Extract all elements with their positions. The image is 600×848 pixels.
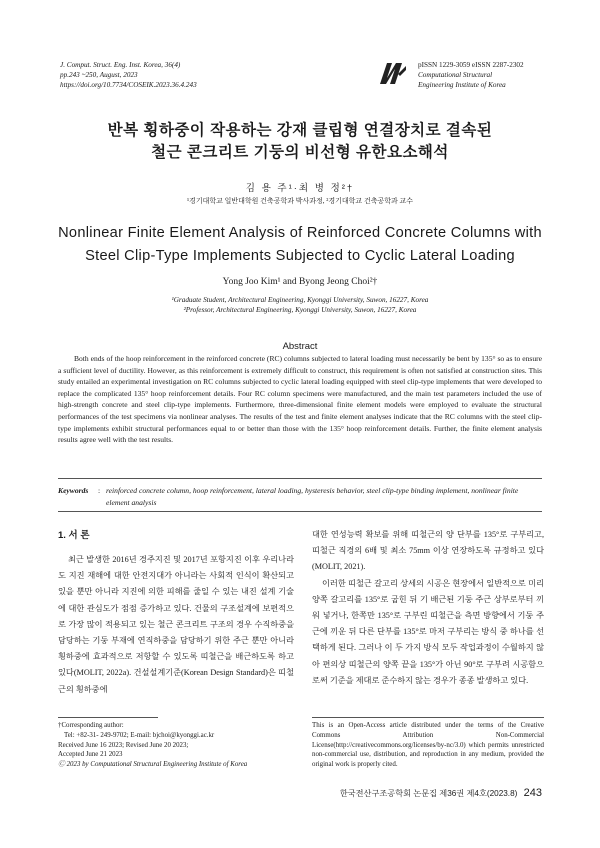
abstract-heading: Abstract xyxy=(282,341,318,352)
journal-issn-block xyxy=(418,60,524,90)
intro-paragraph-1: 대한 연성능력 확보를 위해 띠철근의 양 단부를 135°로 구부리고, 띠철근 직경의 6배 및 최소 75mm 이상 연장하도록 규정하고 있다(MOLIT, 2021). xyxy=(312,530,544,572)
affiliations-english xyxy=(0,295,600,315)
keywords-separator: : xyxy=(98,486,101,495)
authors-korean: 김 용 주¹·최 병 정²† xyxy=(245,183,355,194)
footnote-rule xyxy=(58,717,158,718)
affiliation-english-1: ¹Graduate Student, Architectural Engineering, Kyonggi University, Suwon, 16227, Korea xyxy=(171,296,429,304)
journal-citation xyxy=(60,60,197,90)
keywords-label: Keywords xyxy=(58,486,89,495)
intro-paragraph-2: 이러한 띠철근 갈고리 상세의 시공은 현장에서 일반적으로 미리 양쪽 갈고리를 135°로 굽힌 뒤 기 배근된 기둥 주근 상부로부터 끼워 넣거나, 한쪽만 135°로 구부린 띠철근을 측면 방향에서 기둥 주근에 끼운 뒤 다른 단부를 135°로 마저 구부리는 방식 중 하나를 선택하게 된다. 그러나 이 두 가지 방식 모두 작업과정이 수월하지 않아 편의상 띠철근의 양쪽 끝을 135°가 아닌 90°로 구부려 시공함으로써 기준을 제대로 준수하지 않는 경우가 종종 발생하고 있다. xyxy=(312,578,544,685)
corresponding-author: †Corresponding author: xyxy=(58,722,124,729)
title-english xyxy=(40,222,560,268)
open-access-notice: This is an Open-Access article distributed under the terms of the Creative Commons Attribution Non-Commercial License(http://creativecommons.org/licenses/by-nc/3.0) which permits unrestricted non-commercial use, distribution, and reproduction in any medium, provided the original work is properly cited. xyxy=(312,722,544,769)
keywords-list: reinforced concrete column, hoop reinforcement, lateral loading, hysteresis behavior, steel clip-type binding implement, nonlinear finite element analysis xyxy=(106,486,519,507)
intro-left-column: 최근 발생한 2016년 경주지진 및 2017년 포항지진 이후 우리나라도 지진 재해에 대한 안전지대가 아니라는 사회적 인식이 확산되고 있을 뿐만 아니라 지진에 의한 피해를 줄일 수 있는 내진 설계 기술에 대한 관심도가 점점 증가하고 있다. 건물의 구조설계에 보편적으로 가장 많이 적용되고 있는 철근 콘크리트 구조의 경우 수직하중을 담당하는 기둥 부재에 연직하중을 담당하기 위한 주근 뿐만 아니라 횡하중에 효과적으로 저항할 수 있도록 띠철근을 배근하도록 하고 있다(MOLIT, 2022a). 건설설계기준(Korean Design Standard)은 띠철근의 횡하중에 xyxy=(58,555,294,694)
page-footer xyxy=(340,787,542,799)
divider xyxy=(58,478,542,479)
intro-right-column xyxy=(312,527,544,689)
authors-english: Yong Joo Kim¹ and Byong Jeong Choi²† xyxy=(222,277,378,287)
issn: pISSN 1229-3059 eISSN 2287-2302 xyxy=(418,61,524,69)
title-english-line1: Nonlinear Finite Element Analysis of Reinforced Concrete Columns with xyxy=(58,225,542,241)
page-number: 243 xyxy=(523,787,542,799)
journal-name-korean: 한국전산구조공학회 논문집 제36권 제4호(2023.8) xyxy=(339,789,518,798)
affiliation-english-2: ²Professor, Architectural Engineering, Kyonggi University, Suwon, 16227, Korea xyxy=(183,306,417,314)
cesik-logo-icon xyxy=(378,60,408,86)
journal-pages-line: pp.243 ~250, August, 2023 xyxy=(60,71,138,79)
received-dates: Received June 16 2023; Revised June 20 2023; xyxy=(58,741,189,749)
title-korean xyxy=(40,120,560,164)
corresponding-footnote xyxy=(58,721,298,770)
divider xyxy=(58,511,542,512)
title-english-line2: Steel Clip-Type Implements Subjected to Cyclic Lateral Loading xyxy=(85,248,515,264)
title-korean-line2: 철근 콘크리트 기둥의 비선형 유한요소해석 xyxy=(151,144,449,161)
abstract-body: Both ends of the hoop reinforcement in the reinforced concrete (RC) columns subjected to lateral loading must necessarily be bent by 135° so as to ensure a sufficient level of ductility. However, as this reinforcement is extremely difficult to construct, this requirement is often not satisfied at construction sites. This study entailed an experimental investigation on RC columns subjected to cyclic lateral loading equipped with steel clip-type implements that were developed to replace the complicated 135° hoop reinforcement details. Four RC column specimens were manufactured, and the main test parameters included the use of high-strength concrete and steel clip-type implements. Furthermore, three-dimensional finite element models were employed to evaluate the structural performances of the test specimens via nonlinear analyses. The results of the test and finite element analyses indicate that the RC columns with the steel clip-type implements exhibit structural performances equal to or better than those with the 135° hoop reinforcement details. Further, the finite element analysis results agree well with the test results. xyxy=(58,354,542,445)
title-korean-line1: 반복 횡하중이 작용하는 강재 클립형 연결장치로 결속된 xyxy=(107,122,493,139)
keywords-block xyxy=(58,485,542,507)
doi-link[interactable]: https://doi.org/10.7734/COSEIK.2023.36.4.243 xyxy=(60,81,197,89)
accepted-date: Accepted June 21 2023 xyxy=(58,751,123,759)
institute-name-line1: Computational Structural xyxy=(418,71,493,79)
section-heading: 1. 서 론 xyxy=(58,530,90,541)
institute-name-line2: Engineering Institute of Korea xyxy=(418,81,506,89)
author-contact: Tel: +82-31- 249-9702; E-mail: bjchoi@kyonggi.ac.kr xyxy=(64,731,215,739)
copyright-notice: Ⓒ 2023 by Computational Structural Engineering Institute of Korea xyxy=(58,761,248,769)
affiliations-korean: ¹경기대학교 일반대학원 건축공학과 박사과정, ²경기대학교 건축공학과 교수 xyxy=(186,197,414,205)
footnote-rule xyxy=(312,717,544,718)
journal-citation-line: J. Comput. Struct. Eng. Inst. Korea, 36(4) xyxy=(60,61,181,69)
